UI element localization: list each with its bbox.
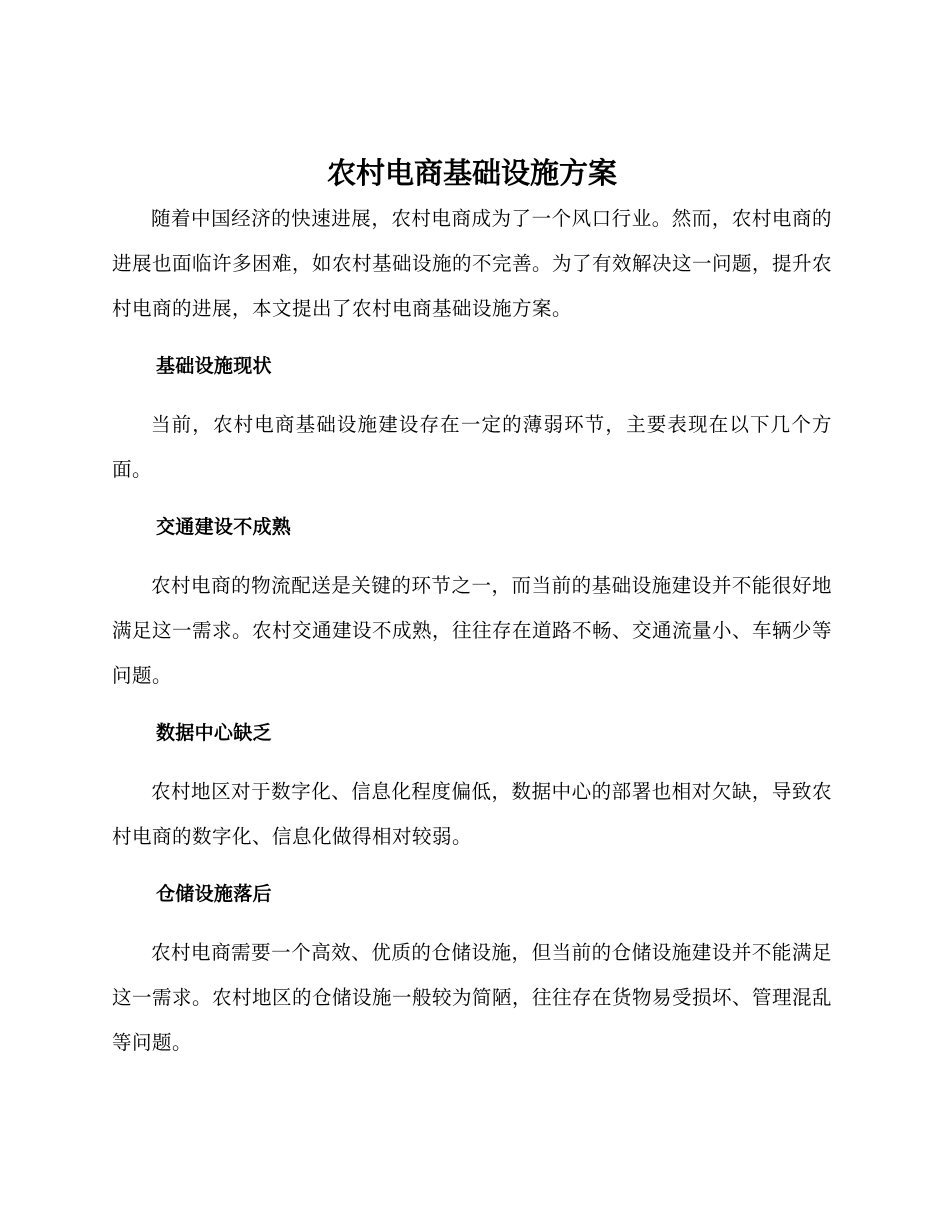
section-spacer [112,550,832,563]
intro-paragraph: 随着中国经济的快速进展，农村电商成为了一个风口行业。然而，农村电商的进展也面临许多困难，如农村基础设施的不完善。为了有效解决这一问题，提升农村电商的进展，本文提出了农村电商基础设施方案。 [112,207,833,320]
section-body-transport: 农村电商的物流配送是关键的环节之一，而当前的基础设施建设并不能很好地满足这一需求。农村交通建设不成熟，往往存在道路不畅、交通流量小、车辆少等问题。 [112,574,833,687]
section-body-infrastructure-status: 当前，农村电商基础设施建设存在一定的薄弱环节，主要表现在以下几个方面。 [112,413,832,481]
section-spacer [112,756,832,769]
section-spacer [112,698,832,711]
section-spacer [112,492,832,505]
section-spacer [112,331,832,344]
section-spacer [112,859,832,872]
section-heading-infrastructure-status: 基础设施现状 [156,355,272,377]
document-title: 农村电商基础设施方案 [326,156,617,190]
section-spacer [112,389,832,402]
document-body [112,150,832,1065]
section-body-data-center: 农村地区对于数字化、信息化程度偏低，数据中心的部署也相对欠缺，导致农村电商的数字化、信息化做得相对较弱。 [112,780,832,848]
section-body-warehousing: 农村电商需要一个高效、优质的仓储设施，但当前的仓储设施建设并不能满足这一需求。农村地区的仓储设施一般较为简陋，往往存在货物易受损坏、管理混乱等问题。 [112,941,833,1054]
section-spacer [112,917,832,930]
section-heading-transport: 交通建设不成熟 [156,516,292,538]
section-heading-data-center: 数据中心缺乏 [156,722,272,744]
section-heading-warehousing: 仓储设施落后 [156,883,272,905]
